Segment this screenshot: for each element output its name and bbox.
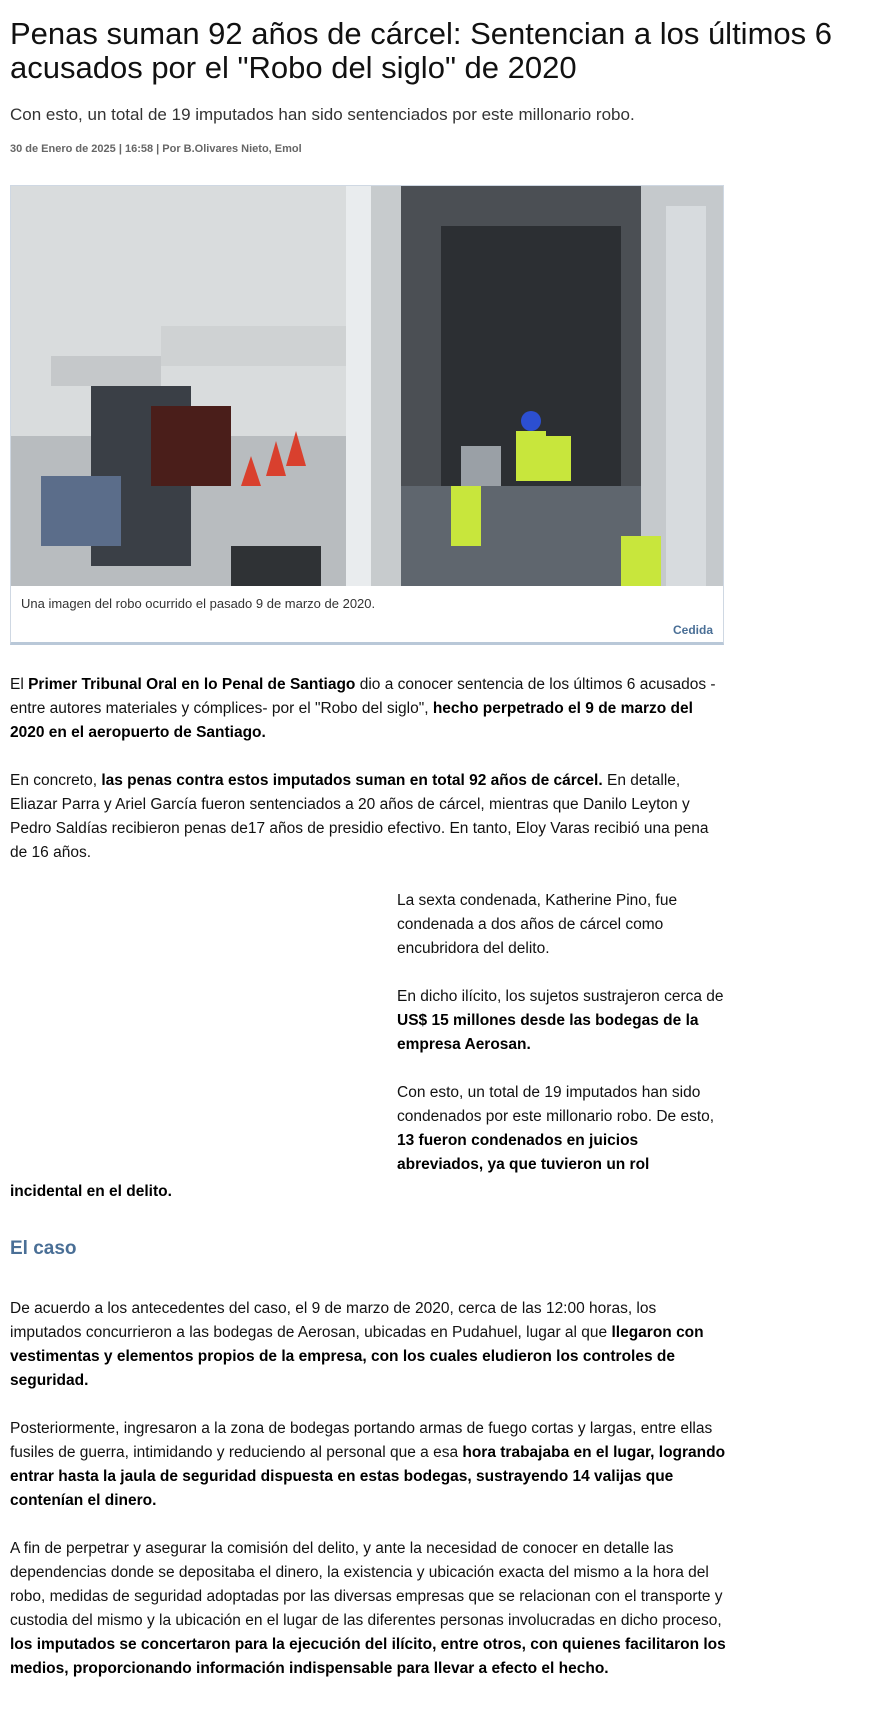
article-figure [10, 185, 724, 645]
p5-bold-a: 13 fueron condenados en juicios abreviados, ya que tuvieron un rol [397, 1132, 650, 1173]
p6-text-a: De acuerdo a los antecedentes del caso, el 9 de marzo de 2020, cerca de las 12:00 horas, los imputados concurrieron a las bodegas de Aerosan, ubicadas en Pudahuel, lugar al que [10, 1300, 657, 1341]
section-heading: El caso [10, 1238, 77, 1259]
p8-text-a: A fin de perpetrar y asegurar la comisión del delito, y ante la necesidad de conocer en detalle las dependencias donde se depositaba el dinero, la existencia y ubicación exacta del mismo a la hora del robo, medidas de seguridad adoptadas por las diversas empresas que se relacionan con el transporte y custodia del mismo y la ubicación en el lugar de las diferentes personas involucradas en dicho proceso, [10, 1540, 723, 1629]
paragraph-3: La sexta condenada, Katherine Pino, fue condenada a dos años de cárcel como encubridora del delito. [397, 892, 678, 957]
article-title: Penas suman 92 años de cárcel: Sentencian a los últimos 6 acusados por el "Robo del siglo" de 2020 [10, 16, 832, 85]
article-subtitle: Con esto, un total de 19 imputados han sido sentenciados por este millonario robo. [10, 105, 635, 124]
p7-text-a: Posteriormente, ingresaron a la zona de bodegas portando armas de fuego cortas y largas, entre ellas fusiles de guerra, intimidando y reduciendo al personal que a esa [10, 1420, 713, 1461]
paragraph-5 [397, 1081, 727, 1177]
p8-bold-a: los imputados se concertaron para la ejecución del ilícito, entre otros, con quienes facilitaron los medios, proporcionando información indispensable para llevar a efecto el hecho. [10, 1636, 726, 1677]
figure-caption: Una imagen del robo ocurrido el pasado 9 de marzo de 2020. [21, 596, 376, 611]
paragraph-2 [10, 769, 730, 865]
paragraph-4 [397, 985, 727, 1057]
p7-bold-a: hora trabajaba en el lugar, logrando entrar hasta la jaula de seguridad dispuesta en estas bodegas, sustrayendo 14 valijas que contenían el dinero. [10, 1444, 726, 1509]
paragraph-7 [10, 1417, 730, 1513]
p1-bold-b: hecho perpetrado el 9 de marzo del 2020 en el aeropuerto de Santiago. [10, 700, 693, 741]
paragraph-5-tail: incidental en el delito. [10, 1183, 172, 1200]
p2-bold-a: las penas contra estos imputados suman en total 92 años de cárcel. [101, 772, 603, 789]
p1-text-b: dio a conocer sentencia de los últimos 6 acusados -entre autores materiales y cómplices- por el "Robo del siglo", [10, 676, 716, 717]
figure-credit: Cedida [672, 623, 713, 637]
paragraph-6 [10, 1297, 730, 1393]
paragraph-8 [10, 1537, 730, 1681]
p2-text-b: En detalle, Eliazar Parra y Ariel García fueron sentenciados a 20 años de cárcel, mientras que Danilo Leyton y Pedro Saldías recibieron penas de17 años de presidio efectivo. En tanto, Eloy Varas recibió una pena de 16 años. [10, 772, 709, 861]
robbery-photo[interactable] [11, 186, 723, 586]
article-meta: 30 de Enero de 2025 | 16:58 | Por B.Olivares Nieto, Emol [10, 143, 302, 155]
p5-text-a: Con esto, un total de 19 imputados han sido condenados por este millonario robo. De esto, [397, 1084, 715, 1125]
p2-text-a: En concreto, [10, 772, 102, 789]
paragraph-1 [10, 673, 730, 745]
p1-text-a: El [10, 676, 29, 693]
p4-bold-a: US$ 15 millones desde las bodegas de la empresa Aerosan. [397, 1012, 699, 1053]
p4-text-a: En dicho ilícito, los sujetos sustrajeron cerca de [397, 988, 724, 1005]
p6-bold-a: llegaron con vestimentas y elementos propios de la empresa, con los cuales eludieron los controles de seguridad. [10, 1324, 704, 1389]
p1-bold-a: Primer Tribunal Oral en lo Penal de Santiago [28, 676, 356, 693]
